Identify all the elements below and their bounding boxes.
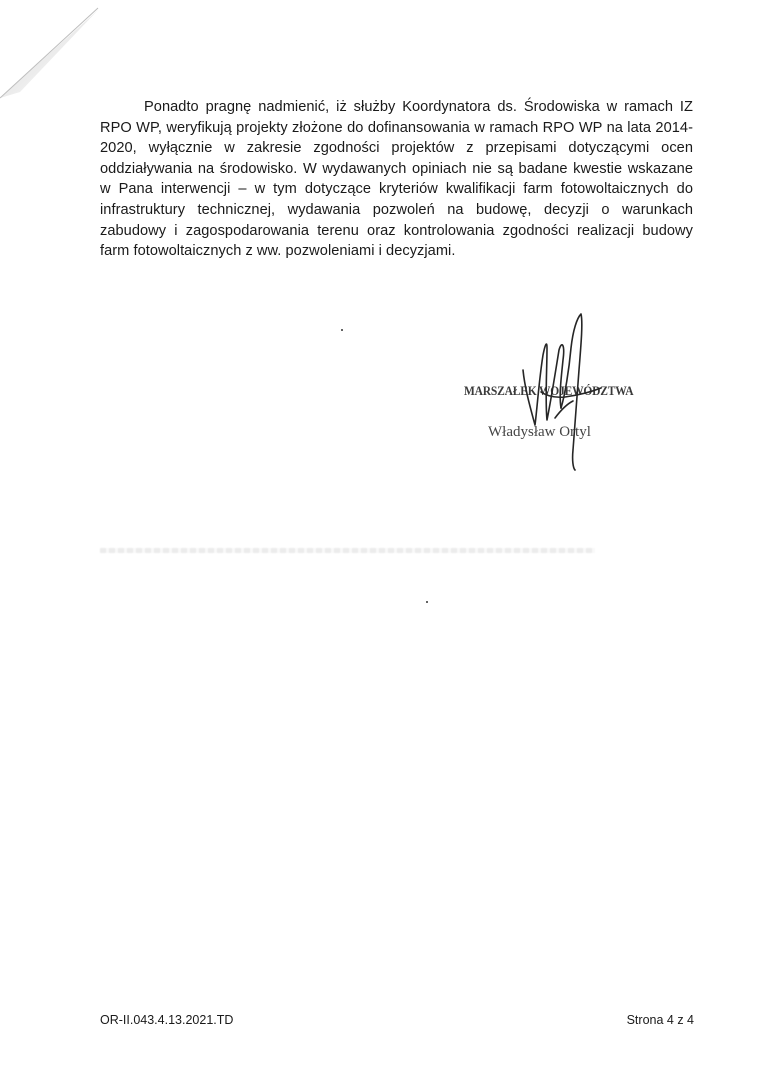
stray-dot xyxy=(341,329,343,331)
body-paragraph: Ponadto pragnę nadmienić, iż służby Koordynatora ds. Środowiska w ramach IZ RPO WP, weryfikują projekty złożone do dofinansowania w ramach RPO WP na lata 2014-2020, wyłącznie w zakresie zgodności projektów z przepisami dotyczącymi ocen oddziaływania na środowisko. W wydawanych opiniach nie są badane kwestie wskazane w Pana interwencji – w tym dotyczące kryteriów kwalifikacji farm fotowoltaicznych do infrastruktury technicznej, wydawania pozwoleń na budowę, decyzji o warunkach zabudowy i zagospodarowania terenu oraz kontrolowania zgodności realizacji budowy farm fotowoltaicznych z ww. pozwoleniami i decyzjami. xyxy=(100,99,693,260)
signatory-title-stamp: MARSZAŁEK WOJEWÓDZTWA xyxy=(464,384,634,398)
scan-fold-corner xyxy=(0,0,110,110)
document-reference-number: OR-II.043.4.13.2021.TD xyxy=(100,1013,234,1027)
faint-bleed-through-line xyxy=(100,548,595,553)
stray-dot xyxy=(426,601,428,603)
page-number: Strona 4 z 4 xyxy=(626,1013,694,1027)
signature-block xyxy=(455,300,655,480)
signatory-name-stamp: Władysław Ortyl xyxy=(488,424,591,440)
